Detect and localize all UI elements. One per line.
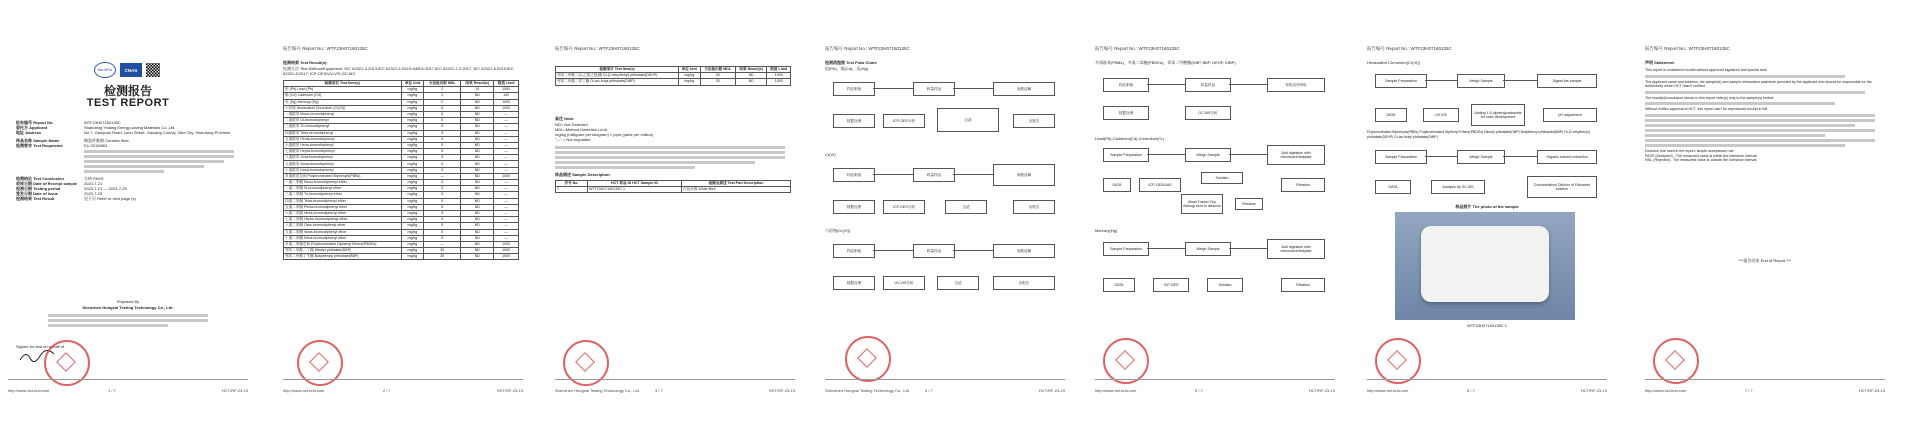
statement-title: 声明 Statement:: [1645, 60, 1675, 65]
flow-box: 数据处理: [833, 276, 875, 290]
flow-box: Weigh Sample: [1457, 74, 1505, 88]
sample-photo: [1395, 212, 1575, 320]
table-cell: ND: [461, 235, 494, 241]
notes-text-lines: [555, 144, 785, 171]
statement-item: This report is considered invalid without approved signature and special seal.: [1645, 68, 1768, 72]
end-of-report: ***报告结束 End of Report ***: [1738, 258, 1792, 263]
table-cell: ND: [735, 79, 767, 85]
report-no-header: 报告编号 Report No.: WTF23H07160135C: [1367, 46, 1452, 51]
results-table: [283, 80, 519, 260]
table-cell: 5: [424, 192, 461, 198]
official-seal-icon: [845, 336, 891, 382]
table-cell: —: [494, 235, 519, 241]
table-cell: mg/kg: [401, 248, 424, 254]
cover-title-cn: 检测报告: [103, 84, 152, 98]
table-cell: 1000: [494, 173, 519, 179]
flow-box: 过滤: [937, 108, 999, 132]
table-cell: mg/kg: [401, 136, 424, 142]
table-cell: ND: [461, 161, 494, 167]
field-row: 检测日期 Testing period 2023-7-21 — 2023-7-25: [16, 186, 127, 191]
table-cell: 邻苯二甲酸二(2-乙基己基)酯 Di-(2-ethylhexyl) phthalate(DEHP): [556, 73, 679, 79]
flow-box: Add digestion with microwave/hotplate: [1267, 239, 1325, 259]
table-cell: ND: [461, 105, 494, 111]
table-cell: 二溴联苯 Di-bromobiphenyl: [284, 118, 402, 124]
report-page-cover: ilac-MRA CNAS 检测报告 TEST REPORT 报告编号 Report No. WTF23H07160135C 委托方 Applicant Shandong Yixiang Energy-saving Materials Co.,Ltd. 地址 Address No.7, Gaoyuan Road, Luhu Street, Gaoqing County, Zibo City, Shandong Province 样品名称 Sample Name 陶瓷纤维棉 Ceramic fiber 检测要求 Test Requested EU 2015/863 检测结论 Test Conclusion 合格 PASS 收样日期 Date of Receipt sample 2023-7-21 检测日期 Testing period 2023-7-21 — 2023-7-25 签发日期 Date of issue 2023-7-25 检测结果 Test Result 见下页 Refer to next page (s) Prepared By Shenzhen Hongcai Testing Technology Co., Ltd. Signed for and on behalf of http://www.hct-test.com 1 / 7 HCT/RF-23-19: [8, 44, 248, 394]
qr-code-icon: [146, 63, 160, 77]
table-cell: mg/kg: [401, 254, 424, 260]
statement-item: The Applicant name and Address, the sample(s) and sample information was/were provided by the applicant who should be responsible for the authenticity which HCT hasn't verified.: [1645, 79, 1872, 89]
table-cell: mg/kg: [401, 111, 424, 117]
flow-box: 有机溶剂萃取: [1267, 78, 1325, 92]
field-row: 委托方 Applicant Shandong Yixiang Energy-saving Materials Co.,Ltd.: [16, 125, 176, 130]
table-cell: 八溴二苯醚 Octa-bromodiphenyl ether: [284, 223, 402, 229]
table-cell: 1000: [494, 241, 519, 247]
field-row: 检测结论 Test Conclusion 合格 PASS: [16, 176, 104, 181]
table-cell: ND: [461, 198, 494, 204]
table-cell: 多溴二苯醚总和 Polybrominated Diphenyl Ethers(PBDEs): [284, 241, 402, 247]
flow-box: Adding 1,5-diphenylcarbazide for color development: [1471, 104, 1525, 126]
flow-box: 样品制备: [1103, 78, 1149, 92]
field-row: 检测结果 Test Result 见下页 Refer to next page (s): [16, 196, 136, 201]
table-cell: ND: [735, 73, 767, 79]
table-cell: mg/kg: [401, 192, 424, 198]
flow-box: Filtration: [1281, 178, 1325, 192]
flow-subtitle: Lead(Pb),Cadmium(Cd),Chromium(Cr): [1095, 136, 1164, 141]
table-cell: 铅 (Pb) Lead (Pb): [284, 87, 402, 93]
report-no-header: 报告编号 Report No.: WTF23H07160135C: [1645, 46, 1730, 51]
flow-box: ICP-OES分析: [883, 200, 925, 214]
table-cell: ND: [461, 149, 494, 155]
table-cell: 十溴二苯醚 Deca-bromodiphenyl ether: [284, 235, 402, 241]
table-header: 方法检出限 MDL: [424, 81, 461, 87]
flow-box: Sample Preparation: [1375, 150, 1427, 164]
table-cell: 5: [424, 223, 461, 229]
flow-box: Sample Preparation: [1103, 242, 1149, 256]
table-cell: 5: [424, 180, 461, 186]
table-cell: 六溴联苯 Hexa-bromobiphenyl: [284, 142, 402, 148]
flow-box: DATA: [1103, 278, 1135, 292]
report-page-flowchart: 报告编号 Report No.: WTF23H07160135C 检测流程图 Test Flow Chart: 铅(Pb)、镉(Cd)、汞(Hg) 样品制备 称量样品 用酸溶解 数据处理 ICP-OES分析 过滤 出报告 Cr(VI) 样品制备 称量样品 用酸溶解 数据处理 ICP-OES分析 过滤 出报告 六价铬(Cr(VI)) 样品制备 称量样品 用酸溶解 数据处理 UV-VIS分析 过滤 出报告 Shenzhen Hongcai Testing Technology Co., Ltd. 4 / 7 HCT/RF-23-19: [825, 46, 1065, 393]
flow-box: 数据处理: [833, 114, 875, 128]
flow-box: 过滤: [937, 276, 979, 290]
table-cell: 5: [424, 210, 461, 216]
table-cell: mg/kg: [401, 180, 424, 186]
field-row: 收样日期 Date of Receipt sample 2023-7-21: [16, 181, 103, 186]
table-cell: mg/kg: [401, 87, 424, 93]
flow-box: Solution: [1207, 278, 1243, 292]
report-no-header: 报告编号 Report No.: WTF23H07160135C: [825, 46, 910, 51]
table-cell: 邻苯二甲酸二丁酯 Dibutyl phthalate(DBP): [284, 248, 402, 254]
prepared-by: Prepared By: [116, 299, 140, 304]
report-no-header: 报告编号 Report No.: WTF23H07160135C: [1095, 46, 1180, 51]
flow-subtitle: Hexavalent Chromium(Cr(VI)): [1367, 60, 1420, 65]
table-cell: ND: [461, 124, 494, 130]
table-cell: mg/kg: [401, 130, 424, 136]
report-page-notes: 报告编号 Report No.: WTF23H07160135C 检测项目 Test Item(s) 单位 Unit 方法检出限 MDL 结果 Result(s) 限值 Limit 邻苯二甲酸二(2-乙基己基)酯 Di-(2-ethylhexyl) phthalate(DEHP) mg/kg 30 ND 1000 邻苯二甲酸二异丁酯 Di-iso-butyl phthalate(DIBP) mg/kg 30 ND 1000 备注 Note: ND= Not Detected MDL=Method Detection Limit mg/kg (milligram per kilogram) = ppm (parts per million) "—" = Not regulated 样品描述 Sample Description: 序号 No. HCT 样品 ID HCT Sample ID 检测点描述 Test Part Description 1 WTF23H07160135C.1 白色纤维 White fibre Shenzhen Hongcai Testing Technology Co., Ltd. 3 / 7 HCT/RF-23-19: [555, 46, 795, 393]
flow-subtitle: 铅(Pb)、镉(Cd)、汞(Hg): [825, 66, 869, 71]
flow-box: Concentration/ Dilution of Extracted solution: [1527, 176, 1597, 198]
table-cell: 8: [424, 105, 461, 111]
table-cell: —: [494, 217, 519, 223]
flow-box: 过滤: [945, 200, 987, 214]
table-cell: ND: [461, 99, 494, 105]
table-cell: 七溴二苯醚 Hepta-bromodiphenyl ether: [284, 217, 402, 223]
table-cell: ND: [461, 136, 494, 142]
table-cell: mg/kg: [401, 149, 424, 155]
flow-box: Filtration: [1281, 278, 1325, 292]
table-cell: mg/kg: [401, 229, 424, 235]
flow-box: Weigh Sample: [1185, 242, 1231, 256]
report-page-photo: 报告编号 Report No.: WTF23H07160135C Hexavalent Chromium(Cr(VI)) Sample Preparation Weigh Sample Digest the sample DATA UV-VIS Adding 1,5-diphenylcarbazide for color development pH adjustment Polybrominated Biphenyls(PBBs) Polybrominated Diphenyl Ethers(PBDEs) Dibutyl phthalate(DBP) Butylbenzyl phthalate(BBP) Di-(2-ethylhexyl) phthalate(DEHP) Di-iso-butyl phthalate(DIBP) Sample Preparation Weigh Sample Organic solvent extraction DATA Analysis by GC-MS Concentration/ Dilution of Extracted solution 样品照片 The photo of the sample WTF23H07160135C.1 http://www.hct-test.com 6 / 7 HCT/RF-23-19: [1367, 46, 1607, 393]
ilac-logo: ilac-MRA: [94, 62, 116, 78]
table-cell: 三溴二苯醚 Tri-bromodiphenyl ether: [284, 192, 402, 198]
table-cell: —: [494, 142, 519, 148]
table-header: 检测项目 Test Item(s): [284, 81, 402, 87]
official-seal-icon: [1103, 338, 1149, 384]
table-cell: 汞 (Hg) Mercury (Hg): [284, 99, 402, 105]
table-cell: 八溴联苯 Octa-bromobiphenyl: [284, 155, 402, 161]
table-cell: 四溴联苯 Tetra-bromobiphenyl: [284, 130, 402, 136]
flow-box: 样品制备: [833, 82, 875, 96]
table-cell: 5: [424, 161, 461, 167]
table-cell: mg/kg: [401, 217, 424, 223]
table-header: 结果 Result(s): [735, 67, 767, 73]
table-cell: 七溴联苯 Hepta-bromobiphenyl: [284, 149, 402, 155]
table-cell: —: [494, 229, 519, 235]
flow-box: DATA: [1103, 178, 1131, 192]
table-cell: —: [494, 136, 519, 142]
statement-item: Decision rule used in the report: simple acceptance rule.: [1645, 148, 1735, 153]
field-row: 样品名称 Sample Name 陶瓷纤维棉 Ceramic fiber: [16, 138, 129, 143]
table-cell: —: [494, 192, 519, 198]
official-seal-icon: [1653, 338, 1699, 384]
table-cell: 六价铬 Hexavalent Chromium (Cr(VI)): [284, 105, 402, 111]
flow-box: 称量样品: [913, 168, 955, 182]
table-cell: mg/kg: [401, 210, 424, 216]
table-cell: 5: [424, 118, 461, 124]
test-method: 检测方法 Test Method/Equipment: IEC 62321-3-2013,IEC 62321-4:2013+AMD1:2017,IEC 62321-7-2:2017, IEC 62321-6:2015,IEC 62321-8:2017; ICP-OES/UV-VIS,GC-MS: [283, 66, 514, 76]
table-cell: ND: [461, 210, 494, 216]
flow-subtitle: 多溴联苯(PBBs)、多溴二苯醚(PBDEs)、邻苯二甲酸酯(DBP, BBP, DEHP, DIBP): [1095, 60, 1236, 65]
table-cell: 2: [424, 99, 461, 105]
flow-box: GC-MS分析: [1185, 106, 1231, 120]
table-cell: mg/kg: [678, 73, 700, 79]
table-header: 限值 Limit: [767, 67, 791, 73]
table-cell: 一溴二苯醚 Mono-bromodiphenyl ether: [284, 180, 402, 186]
table-cell: —: [494, 111, 519, 117]
table-cell: —: [494, 161, 519, 167]
table-row: [284, 254, 519, 260]
sample-desc-table: 序号 No. HCT 样品 ID HCT Sample ID 检测点描述 Test Part Description 1 WTF23H07160135C.1 白色纤维 White fibre: [555, 180, 791, 193]
table-cell: mg/kg: [401, 105, 424, 111]
field-row: 地址 Address No.7, Gaoyuan Road, Luhu Street, Gaoqing County, Zibo City, Shandong Province: [16, 130, 231, 135]
table-cell: 五溴联苯 Penta-bromobiphenyl: [284, 136, 402, 142]
logo-row: [94, 62, 160, 78]
flow-box: 出报告: [1013, 200, 1055, 214]
table-cell: ND: [461, 217, 494, 223]
table-cell: ND: [461, 229, 494, 235]
flow-box: Sample Preparation: [1375, 74, 1427, 88]
table-cell: —: [424, 173, 461, 179]
report-no-header: 报告编号 Report No.: WTF23H07160135C: [283, 46, 368, 51]
table-cell: mg/kg: [401, 198, 424, 204]
table-cell: 九溴联苯 Nona-bromobiphenyl: [284, 161, 402, 167]
official-seal-icon: [1375, 338, 1421, 384]
table-cell: 100: [494, 93, 519, 99]
table-cell: mg/kg: [401, 167, 424, 173]
requested-text-lines: [84, 150, 241, 173]
flow-box: 称量样品: [913, 244, 955, 258]
flow-box: Alkali Fusion/ Dry Ashing/ Acid to dissolve: [1181, 194, 1223, 214]
flow-box: Weigh Sample: [1457, 150, 1505, 164]
table-cell: ND: [461, 142, 494, 148]
table-cell: 5: [424, 124, 461, 130]
table-cell: —: [494, 149, 519, 155]
table-cell: 2: [424, 87, 461, 93]
table-cell: 5: [424, 136, 461, 142]
table-cell: 30: [424, 248, 461, 254]
statement-list: [1645, 68, 1881, 163]
table-cell: mg/kg: [401, 118, 424, 124]
statement-item: Without written approval of HCT, this report can't be reproduced except in full.: [1645, 107, 1769, 112]
flow-box: 数据处理: [833, 200, 875, 214]
table-cell: 1000: [494, 254, 519, 260]
table-cell: —: [494, 204, 519, 210]
table-cell: —: [494, 180, 519, 186]
flow-box: Sample Preparation: [1103, 148, 1149, 162]
table-cell: ND: [461, 204, 494, 210]
table-cell: ND: [461, 192, 494, 198]
table-cell: mg/kg: [401, 142, 424, 148]
table-cell: mg/kg: [401, 204, 424, 210]
table-cell: 多溴联苯总和 Polybrominated Biphenyls(PBBs): [284, 173, 402, 179]
statement-item: PASS (Accepted) - The measured value is within the tolerance interval.: [1645, 153, 1758, 158]
flow-box: Digest the sample: [1537, 74, 1597, 88]
photo-caption: WTF23H07160135C.1: [1466, 323, 1508, 328]
cover-fields: [16, 120, 241, 201]
table-header: 检测项目 Test Item(s): [556, 67, 679, 73]
table-header: 单位 Unit: [678, 67, 700, 73]
field-row: 报告编号 Report No. WTF23H07160135C: [16, 120, 121, 125]
table-cell: 10: [461, 87, 494, 93]
table-cell: ND: [461, 173, 494, 179]
table-row: [556, 79, 791, 85]
table-cell: 1000: [767, 73, 791, 79]
table-cell: ND: [461, 167, 494, 173]
table-cell: —: [494, 124, 519, 130]
table-cell: mg/kg: [401, 124, 424, 130]
flow-box: Residue: [1235, 198, 1263, 210]
notes-title: 备注 Note:: [555, 116, 575, 121]
table-cell: 5: [424, 111, 461, 117]
table-cell: mg/kg: [401, 173, 424, 179]
signed-for: Signed for and on behalf of: [16, 344, 65, 349]
table-cell: 5: [424, 130, 461, 136]
report-no-header: 报告编号 Report No.: WTF23H07160135C: [555, 46, 640, 51]
table-cell: —: [494, 118, 519, 124]
table-cell: ND: [461, 130, 494, 136]
table-cell: 1000: [494, 105, 519, 111]
cnas-logo: CNAS: [120, 63, 142, 77]
flow-box: 出报告: [1013, 114, 1055, 128]
table-cell: ND: [461, 248, 494, 254]
table-cell: mg/kg: [401, 186, 424, 192]
flow-box: 称量样品: [913, 82, 955, 96]
field-row: 检测要求 Test Requested EU 2015/863: [16, 143, 108, 148]
table-cell: 1000: [494, 248, 519, 254]
table-cell: 2: [424, 93, 461, 99]
statement-item: FAIL (Rejected) - The measured value is outside the tolerance interval.: [1645, 158, 1758, 163]
flow-box: Analysis by GC-MS: [1431, 180, 1485, 194]
table-cell: ND: [461, 254, 494, 260]
flow-subtitle: Polybrominated Biphenyls(PBBs) Polybrominated Diphenyl Ethers(PBDEs) Dibutyl phthalate(DBP) Butylbenzyl phthalate(BBP) Di-(2-ethylhexyl) phthalate(DEHP) Di-iso-butyl phthalate(DIBP): [1367, 130, 1590, 139]
table-cell: —: [494, 155, 519, 161]
flow-box: Add digestion with microwave/hotplate: [1267, 145, 1325, 165]
flow-box: DATA: [1375, 180, 1411, 194]
table-header: 单位 Unit: [401, 81, 424, 87]
sample-desc-title: 样品描述 Sample Description:: [555, 172, 611, 177]
table-cell: 1000: [494, 87, 519, 93]
table-cell: 六溴二苯醚 Hexa-bromodiphenyl ether: [284, 210, 402, 216]
table-header: 限值 Limit: [494, 81, 519, 87]
table-cell: 1000: [494, 99, 519, 105]
flow-subtitle: Mercury(Hg): [1095, 228, 1118, 233]
flow-box: 用酸溶解: [993, 82, 1055, 96]
table-cell: 邻苯二甲酸丁苄酯 Butylbenzyl phthalate(BBP): [284, 254, 402, 260]
report-page-results: 报告编号 Report No.: WTF23H07160135C 检测结果 Test Result(s): 检测方法 Test Method/Equipment: IEC 62321-3-2013,IEC 62321-4:2013+AMD1:2017,IEC 62321-7-2:2017, IEC 62321-6:2015,IEC 62321-8:2017; ICP-OES/UV-VIS,GC-MS 检测项目 Test Item(s) 单位 Unit 方法检出限 MDL 结果 Result(s) 限值 Limit 铅 (Pb) Lead (Pb) mg/kg 2 10 1000 镉 (Cd) Cadmium (Cd) mg/kg 2 ND 100 汞 (Hg) Mercury (Hg) mg/kg 2 ND 1000 六价铬 Hexavalent Chromium (Cr(VI)) mg/kg 8 ND 1000 一溴联苯 Mono-bromobiphenyl mg/kg 5 ND — 二溴联苯 Di-bromobiphenyl mg/kg 5 ND — 三溴联苯 Tri-bromobiphenyl mg/kg 5 ND — 四溴联苯 Tetra-bromobiphenyl mg/kg 5 ND — 五溴联苯 Penta-bromobiphenyl mg/kg 5 ND — 六溴联苯 Hexa-bromobiphenyl mg/kg 5 ND — 七溴联苯 Hepta-bromobiphenyl mg/kg 5 ND — 八溴联苯 Octa-bromobiphenyl mg/kg 5 ND — 九溴联苯 Nona-bromobiphenyl mg/kg 5 ND — 十溴联苯 Deca-bromobiphenyl mg/kg 5 ND — 多溴联苯总和 Polybrominated Biphenyls(PBBs) mg/kg — ND 1000 一溴二苯醚 Mono-bromodiphenyl ether mg/kg 5 ND — 二溴二苯醚 Di-bromodiphenyl ether mg/kg 5 ND — 三溴二苯醚 Tri-bromodiphenyl ether mg/kg 5 ND — 四溴二苯醚 Tetra-bromodiphenyl ether mg/kg 5 ND — 五溴二苯醚 Penta-bromodiphenyl ether mg/kg 5 ND — 六溴二苯醚 Hexa-bromodiphenyl ether mg/kg 5 ND — 七溴二苯醚 Hepta-bromodiphenyl ether mg/kg 5 ND — 八溴二苯醚 Octa-bromodiphenyl ether mg/kg 5 ND — 九溴二苯醚 Nona-bromodiphenyl ether mg/kg 5 ND — 十溴二苯醚 Deca-bromodiphenyl ether mg/kg 5 ND — 多溴二苯醚总和 Polybrominated Diphenyl Ethers(PBDEs) mg/kg — ND 1000 邻苯二甲酸二丁酯 Dibutyl phthalate(DBP) mg/kg 30 ND 1000 邻苯二甲酸丁苄酯 Butylbenzyl phthalate(BBP) mg/kg 30 ND 1000 http://www.hct-test.com 2 / 7 HCT/RF-23-19: [283, 46, 523, 393]
flow-box: 用酸溶解: [993, 244, 1055, 258]
table-cell: 5: [424, 198, 461, 204]
flow-box: 用酸溶解: [993, 164, 1055, 186]
table-header: 方法检出限 MDL: [700, 67, 735, 73]
table-cell: 5: [424, 229, 461, 235]
table-cell: ND: [461, 111, 494, 117]
table-cell: 5: [424, 186, 461, 192]
table-cell: mg/kg: [401, 99, 424, 105]
ceramic-fiber-sample: [1421, 226, 1549, 302]
table-cell: ND: [461, 180, 494, 186]
table-cell: mg/kg: [401, 155, 424, 161]
table-cell: mg/kg: [401, 161, 424, 167]
table-cell: —: [494, 198, 519, 204]
lab-address-lines: [48, 312, 208, 329]
flow-box: 称量样品: [1185, 78, 1231, 92]
table-cell: 5: [424, 235, 461, 241]
flow-box: ICP-OES/AAS: [1139, 178, 1181, 192]
table-cell: mg/kg: [678, 79, 700, 85]
photo-title: 样品照片 The photo of the sample: [1455, 204, 1519, 209]
table-cell: mg/kg: [401, 241, 424, 247]
table-cell: 5: [424, 167, 461, 173]
table-cell: mg/kg: [401, 235, 424, 241]
table-cell: 30: [700, 73, 735, 79]
flow-box: Weigh Sample: [1185, 148, 1231, 162]
table-cell: 5: [424, 217, 461, 223]
table-cell: 5: [424, 142, 461, 148]
table-cell: mg/kg: [401, 223, 424, 229]
flow-box: pH adjustment: [1543, 108, 1597, 122]
table-cell: 30: [700, 79, 735, 85]
table-cell: —: [494, 167, 519, 173]
table-cell: 5: [424, 155, 461, 161]
flow-box: 出报告: [993, 276, 1055, 290]
flow-box: Solution: [1201, 172, 1243, 184]
notes-list: ND= Not Detected MDL=Method Detection Limit mg/kg (milligram per kilogram) = ppm (parts per million) "—" = Not regulated: [555, 122, 654, 142]
table-cell: 30: [424, 254, 461, 260]
table-cell: 1000: [767, 79, 791, 85]
flow-box: 样品制备: [833, 244, 875, 258]
flow-box: Organic solvent extraction: [1537, 150, 1597, 164]
table-cell: ND: [461, 241, 494, 247]
table-cell: ND: [461, 186, 494, 192]
section-title: 检测结果 Test Result(s):: [283, 60, 328, 65]
table-cell: —: [494, 223, 519, 229]
table-cell: —: [494, 210, 519, 216]
table-cell: 5: [424, 204, 461, 210]
table-header: 结果 Result(s): [461, 81, 494, 87]
table-cell: 三溴联苯 Tri-bromobiphenyl: [284, 124, 402, 130]
report-page-statement: 报告编号 Report No.: WTF23H07160135C 声明 Statement: This report is considered invalid without approved signature and special seal. The Applicant name and Address, the sample(s) and sample information was/were provided by the applicant who should be responsible for the authenticity which HCT hasn't verified. The result(s)/conclusion shown in this report refer(s) only to the sample(s) tested. Without written approval of HCT, this report can't be reproduced except in full. Decision rule used in the report: simple acceptance rule. PASS (Accepted) - The measured value is within the tolerance interval. FAIL (Rejected) - The measured value is outside the tolerance interval. ***报告结束 End of Report *** http://www.hct-test.com 7 / 7 HCT/RF-23-19: [1645, 46, 1885, 393]
table-cell: 四溴二苯醚 Tetra-bromodiphenyl ether: [284, 198, 402, 204]
lab-name: Shenzhen Hongcai Testing Technology Co., Ltd.: [82, 305, 174, 310]
table-cell: mg/kg: [401, 93, 424, 99]
flow-box: UV-VIS: [1423, 108, 1459, 122]
flow-box: UV-VIS分析: [883, 276, 925, 290]
flow-box: ICP-OES分析: [883, 114, 925, 128]
field-row: 签发日期 Date of issue 2023-7-25: [16, 191, 103, 196]
table-cell: ND: [461, 93, 494, 99]
flow-subtitle: 六价铬(Cr(VI)): [825, 228, 851, 233]
table-cell: 十溴联苯 Deca-bromobiphenyl: [284, 167, 402, 173]
flow-box: 数据处理: [1103, 106, 1149, 120]
table-cell: 一溴联苯 Mono-bromobiphenyl: [284, 111, 402, 117]
flow-box: 样品制备: [833, 168, 875, 182]
flow-box: DATA: [1375, 108, 1407, 122]
results-table-continued: [555, 66, 791, 86]
table-cell: ND: [461, 118, 494, 124]
table-cell: 镉 (Cd) Cadmium (Cd): [284, 93, 402, 99]
table-cell: 五溴二苯醚 Penta-bromodiphenyl ether: [284, 204, 402, 210]
table-cell: 邻苯二甲酸二异丁酯 Di-iso-butyl phthalate(DIBP): [556, 79, 679, 85]
table-cell: 5: [424, 149, 461, 155]
table-cell: 九溴二苯醚 Nona-bromodiphenyl ether: [284, 229, 402, 235]
statement-item: The result(s)/conclusion shown in this report refer(s) only to the sample(s) tested.: [1645, 95, 1775, 100]
report-page-flowchart-2: 报告编号 Report No.: WTF23H07160135C 多溴联苯(PBBs)、多溴二苯醚(PBDEs)、邻苯二甲酸酯(DBP, BBP, DEHP, DIBP) 样品制备 称量样品 有机溶剂萃取 数据处理 GC-MS分析 Lead(Pb),Cadmium(Cd),Chromium(Cr) Sample Preparation Weigh Sample Add digestion with microwave/hotplate DATA ICP-OES/AAS Solution Filtration Alkali Fusion/ Dry Ashing/ Acid to dissolve Residue Mercury(Hg) Sample Preparation Weigh Sample Add digestion with microwave/hotplate DATA ICP-OES Solution Filtration http://www.hct-test.com 5 / 7 HCT/RF-23-19: [1095, 46, 1335, 393]
table-cell: —: [424, 241, 461, 247]
flow-box: ICP-OES: [1153, 278, 1189, 292]
table-cell: ND: [461, 155, 494, 161]
table-cell: —: [494, 130, 519, 136]
table-cell: ND: [461, 223, 494, 229]
table-cell: —: [494, 186, 519, 192]
cover-title-en: TEST REPORT: [86, 97, 170, 109]
table-cell: 二溴二苯醚 Di-bromodiphenyl ether: [284, 186, 402, 192]
flowchart-title: 检测流程图 Test Flow Chart:: [825, 60, 878, 65]
